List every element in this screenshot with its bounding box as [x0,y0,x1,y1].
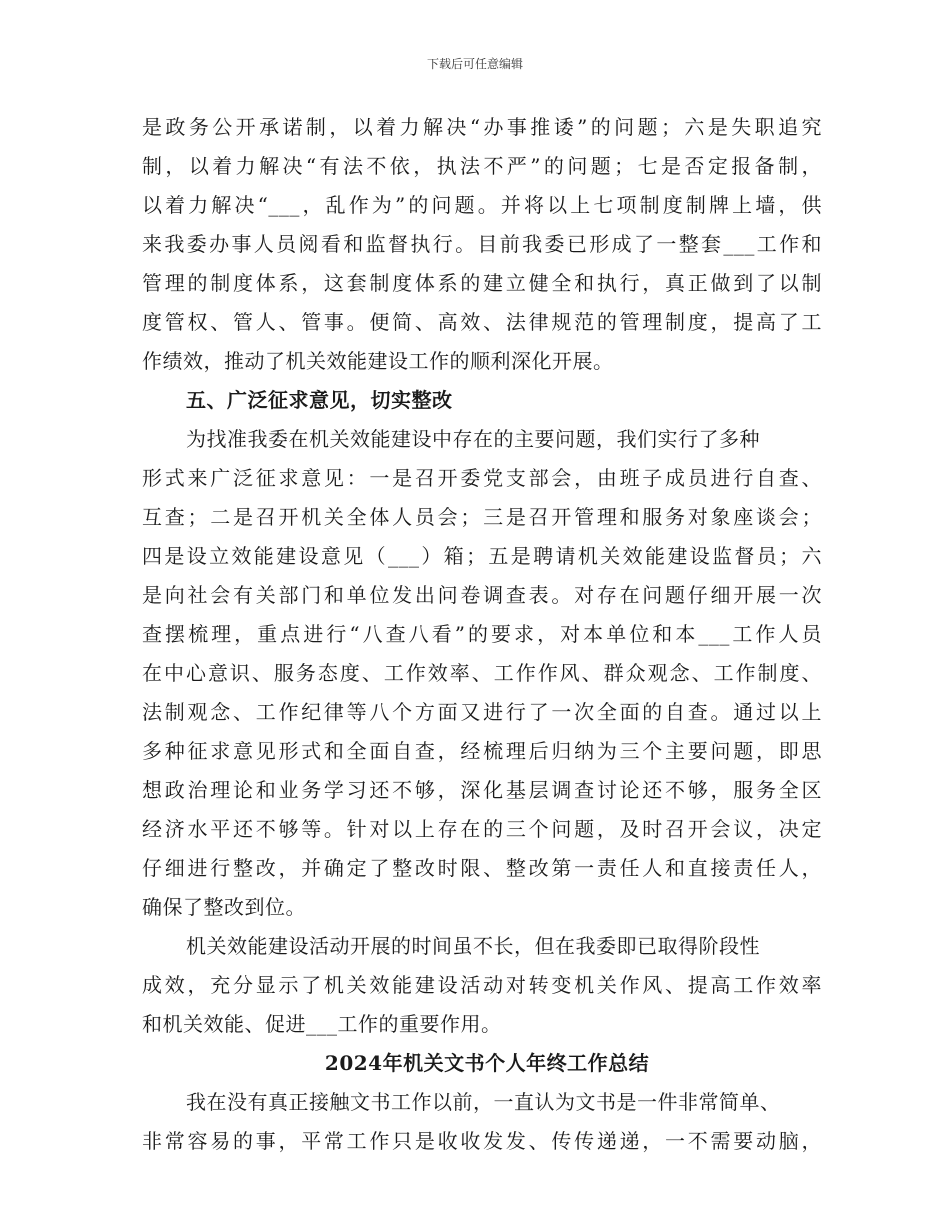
text-line: 成效，充分显示了机关效能建设活动对转变机关作风、提高工作效率 [142,973,822,997]
text-line: 来我委办事人员阅看和监督执行。目前我委已形成了一整套___工作和 [142,232,822,256]
text-line: 我在没有真正接触文书工作以前，一直认为文书是一件非常简单、 [186,1090,781,1114]
text-line: 以着力解决“___，乱作为”的问题。并将以上七项制度制牌上墙，供 [142,193,822,217]
text-line: 作绩效，推动了机关效能建设工作的顺利深化开展。 [142,349,614,373]
text-line: 形式来广泛征求意见：一是召开委党支部会，由班子成员进行自查、 [142,466,822,490]
text-line: 仔细进行整改，并确定了整改时限、整改第一责任人和直接责任人， [142,856,822,880]
text-line: 查摆梳理，重点进行“八查八看”的要求，对本单位和本___工作人员 [142,622,822,646]
text-line: 机关效能建设活动开展的时间虽不长，但在我委即已取得阶段性 [186,934,760,958]
text-line: 确保了整改到位。 [142,895,306,919]
page-header: 下载后可任意编辑 [426,57,523,71]
text-line: 经济水平还不够等。针对以上存在的三个问题，及时召开会议，决定 [142,817,822,841]
document-body [142,108,822,1161]
document-title: 2024年机关文书个人年终工作总结 [324,1051,650,1075]
text-line: 和机关效能、促进___工作的重要作用。 [142,1012,502,1036]
text-line: 法制观念、工作纪律等八个方面又进行了一次全面的自查。通过以上 [142,700,822,724]
text-line: 在中心意识、服务态度、工作效率、工作作风、群众观念、工作制度、 [142,661,822,685]
text-line: 度管权、管人、管事。便简、高效、法律规范的管理制度，提高了工 [142,310,822,334]
text-line: 是政务公开承诺制，以着力解决“办事推诿”的问题；六是失职追究 [142,115,822,139]
text-line: 互查；二是召开机关全体人员会；三是召开管理和服务对象座谈会； [142,505,822,529]
text-line: 多种征求意见形式和全面自查，经梳理后归纳为三个主要问题，即思 [142,739,822,763]
text-line: 四是设立效能建设意见（___）箱；五是聘请机关效能建设监督员；六 [142,544,822,568]
text-line: 非常容易的事，平常工作只是收收发发、传传递递，一不需要动脑， [142,1129,822,1153]
text-line: 想政治理论和业务学习还不够，深化基层调查讨论还不够，服务全区 [142,778,822,802]
text-line: 为找准我委在机关效能建设中存在的主要问题，我们实行了多种 [186,427,760,451]
section-heading: 五、广泛征求意见，切实整改 [186,388,453,412]
text-line: 制，以着力解决“有法不依，执法不严”的问题；七是否定报备制， [142,154,822,178]
text-line: 管理的制度体系，这套制度体系的建立健全和执行，真正做到了以制 [142,271,822,295]
text-line: 是向社会有关部门和单位发出问卷调查表。对存在问题仔细开展一次 [142,583,822,607]
